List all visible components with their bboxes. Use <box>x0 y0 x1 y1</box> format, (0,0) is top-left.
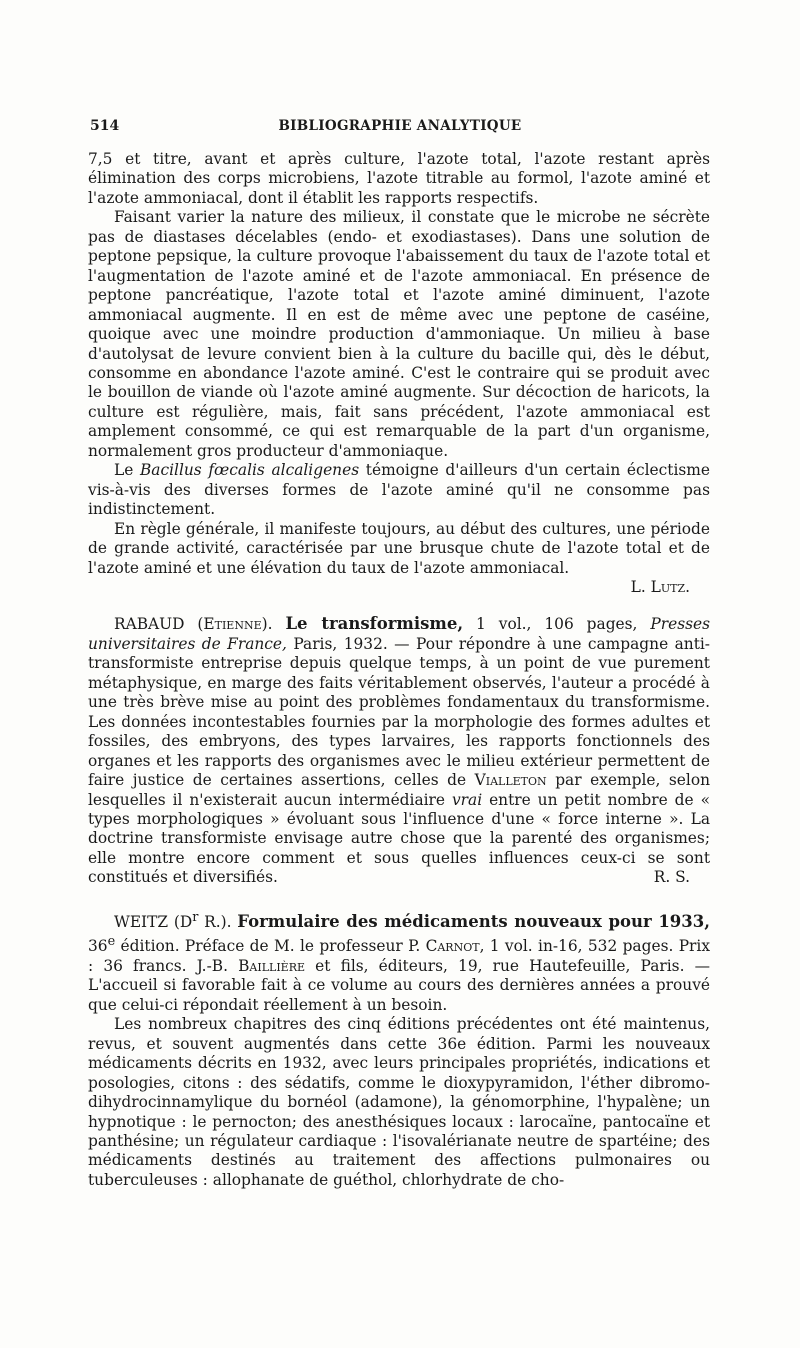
review3-entry: WEITZ ($D^r$ R.). Formulaire des médicaments nouveaux pour 1933, 36e édition. Préface de M. le professeur P. Carnot, 1 vol. in-16, 532 pages. Prix : 36 francs. J.-B. Baillière et fils, éditeurs, 19, rue Hautefeuille, Paris. — L'accueil si favorable fait à ce volume au cours des dernières années a prouvé que celui-ci répondait réellement à un besoin. <box>88 909 711 1014</box>
review1-signature: L. Lutz. <box>630 577 690 596</box>
page-number: 514 <box>90 118 120 134</box>
page-header <box>90 118 710 138</box>
vrai-word: vrai <box>451 790 483 809</box>
page-body <box>88 150 710 1190</box>
review2-details: 1 vol., 106 pages, <box>463 615 651 634</box>
review3-title: Formulaire des médicaments nouveaux pour 1933, <box>237 911 710 931</box>
review3-paragraph-2: Les nombreux chapitres des cinq éditions précédentes ont été maintenus, revus, et souvent augmentés dans cette 36e édition. Parmi les nouveaux médicaments décrits en 1932, avec leurs principales propriétés, indications et posologies, citons : des sédatifs, comme le dioxypyramidon, l'éther dibromo-dihydrocinnamylique du bornéol (adamone), la génomorphine, l'hypalène; un hypnotique : le pernocton; des anesthésiques locaux : larocaïne, pantocaïne et panthésine; un régulateur cardiaque : l'isovalérianate neutre de spartéine; des médicaments destinés au traitement des affections pulmonaires ou tuberculeuses : allophanate de guéthol, chlorhydrate de cho- <box>88 1015 710 1189</box>
review1-paragraph-3 <box>88 461 710 519</box>
running-head: BIBLIOGRAPHIE ANALYTIQUE <box>278 118 522 134</box>
vialleton-name: Vialleton <box>474 771 547 790</box>
bacillus-name: Bacillus fœcalis alcaligenes <box>140 461 360 480</box>
review1-paragraph-4: En règle générale, il manifeste toujours, au début des cultures, une période de grande activité, caractérisée par une brusque chute de l'azote total et de l'azote aminé et une élévation du taux de l'azote ammoniacal. <box>88 519 710 577</box>
review1-paragraph-2: Faisant varier la nature des milieux, il constate que le microbe ne sécrète pas de diastases décelables (endo- et exodiastases). Dans une solution de peptone pepsique, la culture provoque l'abaissement du taux de l'azote total et l'augmentation de l'azote aminé et de l'azote ammoniacal. En présence de peptone pancréatique, l'azote total et l'azote aminé diminuent, l'azote ammoniacal augmente. Il en est de même avec une peptone de caséine, quoique avec une moindre production d'ammoniaque. Un milieu à base d'autolysat de levure convient bien à la culture du bacille qui, dès le début, consomme en abondance l'azote aminé. C'est le contraire qui se produit avec le bouillon de viande où l'azote aminé augmente. Sur décoction de haricots, la culture est régulière, mais, fait sans précédent, l'azote ammoniacal est amplement consommé, ce qui est remarquable de la part d'un organisme, normalement gros producteur d'ammoniaque. <box>88 208 710 460</box>
review3-author: WEITZ (D <box>114 912 193 931</box>
review2-entry: RABAUD (Etienne). Le transformisme, 1 vol., 106 pages, Presses universitaires de France, Paris, 1932. — Pour répondre à une campagne anti-transformiste entreprise depuis quelque temps, à un point de vue purement métaphysique, en marge des faits véritablement observés, l'auteur a procédé à une très brève mise au point des problèmes fondamentaux du transformisme. Les données incontestables fournies par la morphologie des formes adultes et fossiles, des embryons, des types larvaires, les rapports fonctionnels des organes et les rapports des organismes avec le milieu extérieur permettent de faire justice de certaines assertions, celles de Vialleton par exemple, selon lesquelles il n'existerait aucun intermédiaire vrai entre un petit nombre de « types morphologiques » évoluant sous l'influence d'une « force interne ». La doctrine transformiste envisage autre chose que la parenté des organismes; elle montre encore comment et sous quelles influences ceux-ci se sont constitués et diversifiés. R. S. <box>88 614 710 887</box>
bailliere-name: Baillière <box>238 956 306 975</box>
review2-signature: R. S. <box>653 868 690 887</box>
review2-publisher: Presses universitaires de France, <box>88 615 710 653</box>
review2-author: RABAUD <box>114 615 185 634</box>
review2-firstname: Etienne <box>203 615 262 634</box>
review2-title: Le transformisme, <box>285 614 464 634</box>
review1-p3-end: témoigne d'ailleurs d'un certain éclectisme vis-à-vis des diverses formes de l'azote aminé qu'il ne consomme pas indistinctement. <box>88 461 710 519</box>
carnot-name: Carnot <box>425 937 480 956</box>
review1-paragraph-1: 7,5 et titre, avant et après culture, l'azote total, l'azote restant après élimination des corps microbiens, l'azote titrable au formol, l'azote aminé et l'azote ammoniacal, dont il établit les rapports respectifs. <box>88 150 710 207</box>
review1-p3-start: Le <box>114 461 140 480</box>
